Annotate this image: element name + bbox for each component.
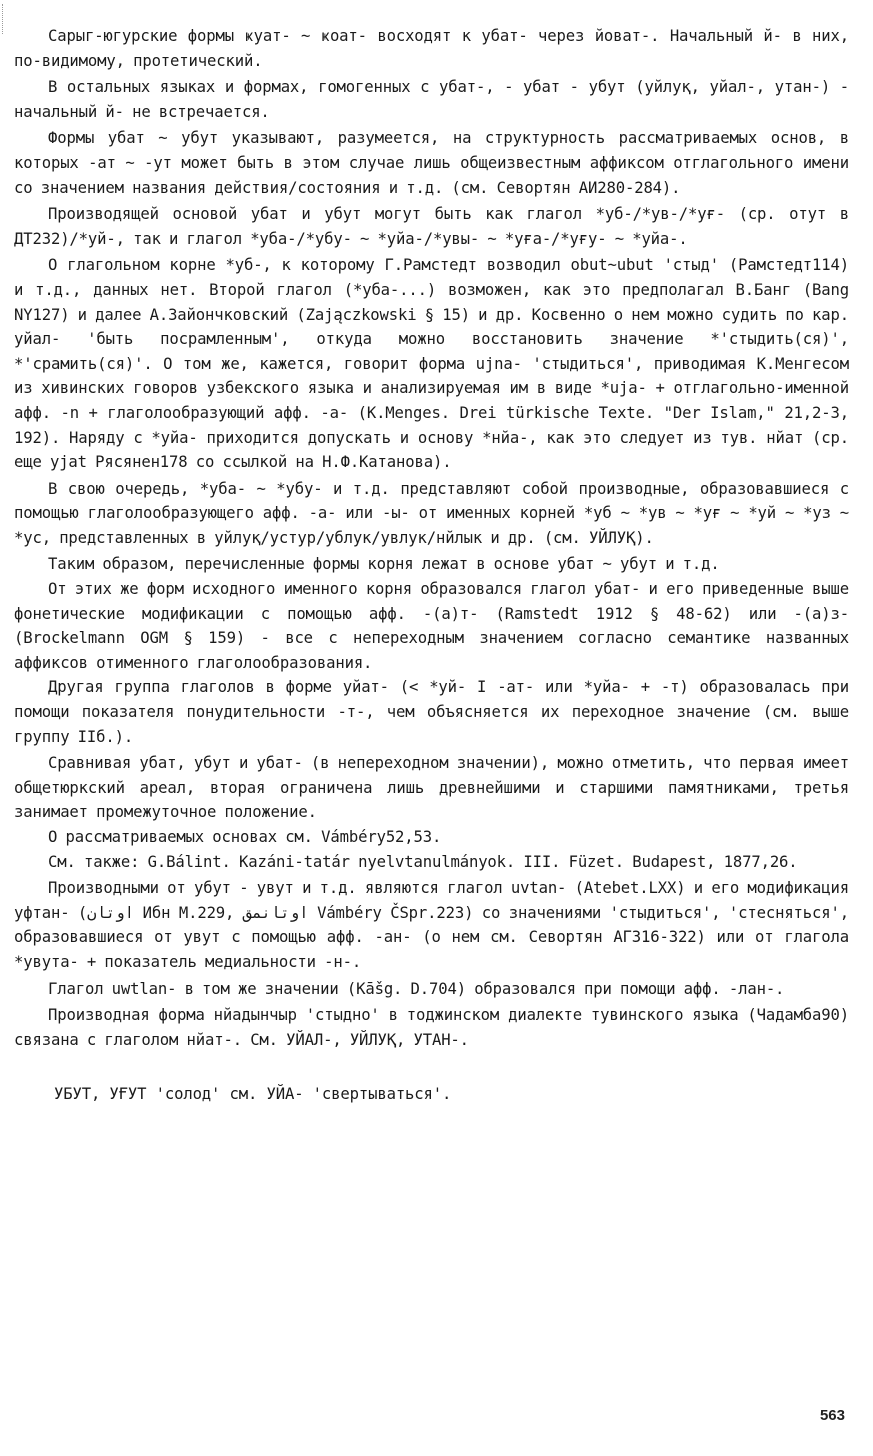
paragraph-1: Сарыг-югурские формы ҝуат- ~ ҝоат- восходят к убат- через йоват-. Начальный й- в них, по-видимому, протетический. (14, 27, 849, 70)
paragraph-5: О глагольном корне *уб-, к которому Г.Рамстедт возводил obut~ubut 'стыд' (Рамстедт114) и т.д., данных нет. Второй глагол (*уба-...) возможен, как это предполагал В.Банг (Bang NY127) и далее А.Зайончковский (Zajączkowski § 15) и др. Косвенно о нем можно судить по кар. уйал- 'быть посрамленным', откуда можно восстановить значение *'стыдить(ся)', *'срамить(ся)'. О том же, кажется, говорит форма ujna- 'стыдиться', приводимая К.Менгесом из хивинских говоров узбекского языка и анализируемая им в виде *uja- + отглагольно-именной афф. -n + глаголообразующий афф. -a- (K.Menges. Drei türkische Texte. "Der Islam," 21,2-3, 192). Наряду с *уйа- приходится допускать и основу *нйа-, как это следует из тув. нйат (ср. еще yjat Рясянен178 со ссылкой на Н.Ф.Катанова). (14, 256, 849, 472)
paragraph-12: См. также: G.Bálint. Kazáni-tatár nyelvtanulmányok. III. Füzet. Budapest, 1877,26. (48, 852, 798, 871)
paragraph-7: Таким образом, перечисленные формы корня лежат в основе убат ~ убут и т.д. (48, 555, 720, 574)
paragraph-10: Сравнивая убат, убут и убат- (в непереходном значении), можно отметить, что первая имеет общетюркский ареал, вторая ограничена лишь древнейшими и старшими памятниками, третья занимает промежуточное положение. (14, 754, 849, 822)
paragraph-2: В остальных языках и формах, гомогенных с убат-, - убат - убут (уйлуқ, уйал-, утан-) - начальный й- не встречается. (14, 78, 849, 121)
paragraph-4: Производящей основой убат и убут могут быть как глагол *уб-/*ув-/*уғ- (ср. отут в ДТ232)/*уй-, так и глагол *уба-/*убу- ~ *уйа-/*увы- ~ *уға-/*уғу- ~ *уйа-. (14, 205, 849, 248)
paragraph-14: Глагол uwtlan- в том же значении (Kāšg. D.704) образовался при помощи афф. -лан-. (48, 979, 785, 998)
paragraph-9: Другая группа глаголов в форме уйат- (< *уй- I -ат- или *уйа- + -т) образовалась при помощи показателя понудительности -т-, чем объясняется их переходное значение (см. выше группу IIб.). (14, 678, 849, 746)
dictionary-entry-line: УБУТ, УҒУТ 'солод' см. УЙА- 'свертываться'. (54, 1085, 452, 1104)
paragraph-6: В свою очередь, *уба- ~ *убу- и т.д. представляют собой производные, образовавшиеся с помощью глаголообразующего афф. -а- или -ы- от именных корней *уб ~ *ув ~ *уғ ~ *уй ~ *уз ~ *ус, представленных в уйлуқ/устур/ублук/увлук/нйлык и др. (см. УЙЛУҚ). (14, 479, 849, 547)
paragraph-15: Производная форма нйадынчыр 'стыдно' в тоджинском диалекте тувинского языка (Чадамба90) связана с глаголом нйат-. См. УЙАЛ-, УЙЛУҚ, УТАН-. (14, 1006, 849, 1049)
page-number: 563 (819, 1407, 845, 1424)
paragraph-3: Формы убат ~ убут указывают, разумеется, на структурность рассматриваемых основ, в которых -ат ~ -ут может быть в этом случае лишь общеизвестным аффиксом отглагольного имени со значением названия действия/состояния и т.д. (см. Севортян АИ280-284). (14, 129, 849, 197)
paragraph-8: От этих же форм исходного именного корня образовался глагол убат- и его приведенные выше фонетические модификации с помощью афф. -(а)т- (Ramstedt 1912 § 48-62) или -(а)з- (Brockelmann OGM § 159) - все с непереходным значением согласно семантике названных аффиксов отименного глаголообразования. (14, 580, 849, 672)
paragraph-13: Производными от убут - увут и т.д. являются глагол uvtan- (Atebet.LXX) и его модификация уфтан- (اوتان Ибн М.229, اوتانمق Vámbéry ČSpr.223) со значениями 'стыдиться', 'стесняться', образовавшиеся от увут с помощью афф. -ан- (о нем см. Севортян АГ316-322) или от глагола *увута- + показатель медиальности -н-. (14, 879, 849, 971)
paragraph-11: О рассматриваемых основах см. Vámbéry52,53. (48, 828, 442, 846)
body-text (14, 24, 849, 1107)
scan-edge-mark (2, 4, 5, 34)
